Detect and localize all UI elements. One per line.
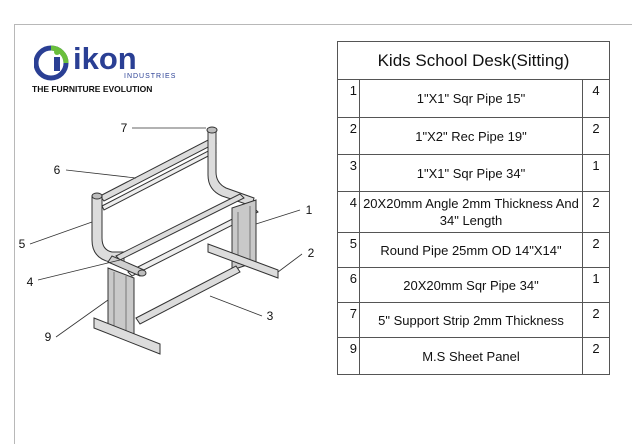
callout-1: 1 <box>305 203 313 217</box>
upper-rail-part <box>102 148 216 210</box>
bom-item-number: 6 <box>338 268 360 302</box>
logo-tagline: THE FURNITURE EVOLUTION <box>32 84 153 94</box>
bom-item-number: 9 <box>338 338 360 374</box>
bom-row <box>338 192 609 233</box>
bom-item-quantity: 2 <box>592 236 600 251</box>
bom-title: Kids School Desk(Sitting) <box>338 42 609 80</box>
bom-row <box>338 338 609 374</box>
bom-row <box>338 268 609 303</box>
bom-item-description: M.S Sheet Panel <box>360 338 583 374</box>
callout-4: 4 <box>26 275 34 289</box>
leader-3 <box>210 296 262 316</box>
left-post-cap <box>92 193 102 199</box>
callout-3: 3 <box>266 309 274 323</box>
leader-5 <box>30 222 92 244</box>
cross-pipe-end <box>138 270 146 276</box>
bom-item-number: 3 <box>338 155 360 191</box>
callout-9: 9 <box>44 330 52 344</box>
leader-6 <box>66 170 136 178</box>
bom-item-quantity: 2 <box>592 306 600 321</box>
bom-row <box>338 303 609 338</box>
callout-7: 7 <box>120 121 128 135</box>
bom-item-quantity: 2 <box>592 121 600 136</box>
leader-1 <box>256 210 300 224</box>
bom-item-number: 5 <box>338 233 360 267</box>
bom-item-quantity: 1 <box>592 158 600 173</box>
bom-item-description: 5" Support Strip 2mm Thickness <box>360 303 583 337</box>
bom-item-number: 1 <box>338 80 360 117</box>
bom-item-description: 1"X1" Sqr Pipe 15" <box>360 80 583 117</box>
bom-item-description: Round Pipe 25mm OD 14"X14" <box>360 233 583 267</box>
bom-row <box>338 118 609 155</box>
bom-item-number: 4 <box>338 192 360 232</box>
bom-row <box>338 233 609 268</box>
bom-item-quantity: 4 <box>592 83 600 98</box>
callout-5: 5 <box>18 237 26 251</box>
bom-item-description: 20X20mm Angle 2mm Thickness And 34" Length <box>360 192 583 232</box>
bom-item-quantity: 1 <box>592 271 600 286</box>
back-rail-part <box>100 138 216 201</box>
bom-row <box>338 80 609 118</box>
bom-item-quantity: 2 <box>592 195 600 210</box>
bill-of-materials-table <box>337 41 610 375</box>
bom-item-description: 1"X1" Sqr Pipe 34" <box>360 155 583 191</box>
bom-item-number: 7 <box>338 303 360 337</box>
bom-item-quantity: 2 <box>592 341 600 356</box>
leader-9 <box>56 300 108 337</box>
bottom-stretcher-part <box>136 266 240 324</box>
bom-item-description: 20X20mm Sqr Pipe 34" <box>360 268 583 302</box>
logo-name: ikon <box>73 41 137 76</box>
bom-item-number: 2 <box>338 118 360 154</box>
bom-row <box>338 155 609 192</box>
callout-6: 6 <box>53 163 61 177</box>
right-post-part <box>208 130 254 206</box>
bom-item-description: 1"X2" Rec Pipe 19" <box>360 118 583 154</box>
callout-2: 2 <box>307 246 315 260</box>
leader-2 <box>278 254 302 272</box>
right-post-cap <box>207 127 217 133</box>
logo-subtitle: INDUSTRIES <box>124 73 177 80</box>
